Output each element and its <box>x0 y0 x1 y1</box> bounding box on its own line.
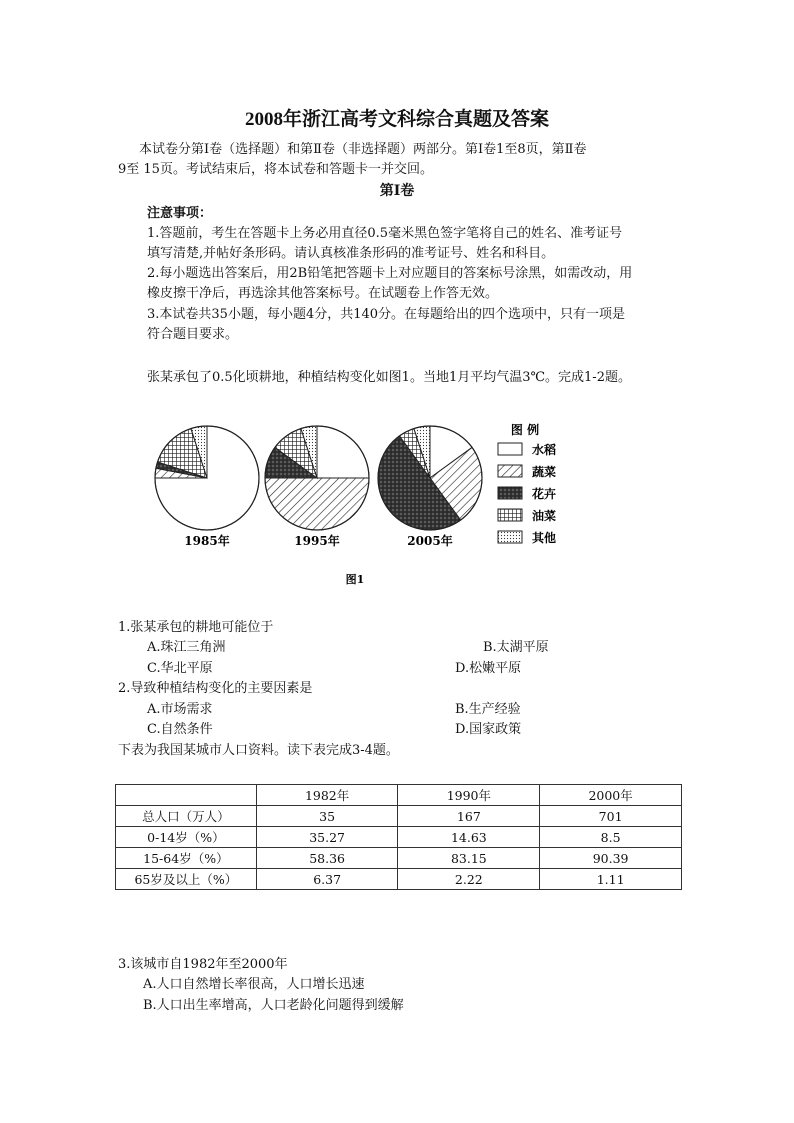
question-2-option-d[interactable]: D.国家政策 <box>455 722 522 737</box>
legend-title: 图 例 <box>510 423 540 437</box>
pie-year-label: 1985年 <box>184 534 230 548</box>
table-cell: 0-14岁（%） <box>116 827 257 848</box>
notes-heading: 注意事项： <box>147 206 213 221</box>
question-1-stem: 1.张某承包的耕地可能位于 <box>118 620 274 635</box>
legend-label: 油菜 <box>532 509 557 523</box>
question-3-option-b[interactable]: B.人口出生率增高，人口老龄化问题得到缓解 <box>143 998 404 1013</box>
note-line: 3.本试卷共35小题，每小题4分，共140分。在每题给出的四个选项中，只有一项是 <box>147 307 626 322</box>
legend-swatch-其他 <box>498 531 522 543</box>
question-stem-1-2: 张某承包了0.5化顷耕地，种植结构变化如图1。当地1月平均气温3℃。完成1-2题。 <box>147 370 631 385</box>
pie-year-label: 1995年 <box>294 534 340 548</box>
table-header-cell: 1982年 <box>256 785 398 806</box>
note-line: 1.答题前，考生在答题卡上务必用直径0.5毫米黑色签字笔将自己的姓名、准考证号 <box>147 226 623 241</box>
note-line: 符合题目要求。 <box>147 327 239 342</box>
table-row <box>116 869 682 890</box>
question-2-option-a[interactable]: A.市场需求 <box>147 702 213 717</box>
question-stem-3-4: 下表为我国某城市人口资料。读下表完成3-4题。 <box>118 743 399 758</box>
table-row <box>116 848 682 869</box>
table-cell: 701 <box>540 806 682 827</box>
table-header-cell <box>116 785 257 806</box>
pie-slice-蔬菜 <box>265 478 369 530</box>
table-row <box>116 827 682 848</box>
legend-label: 蔬菜 <box>532 465 557 479</box>
table-header-cell: 2000年 <box>540 785 682 806</box>
page-title: 2008年浙江高考文科综合真题及答案 <box>244 109 549 130</box>
table-cell: 总人口（万人） <box>116 806 257 827</box>
table-header-row <box>116 785 682 806</box>
table-cell: 167 <box>398 806 540 827</box>
intro-line-1: 本试卷分第Ⅰ卷（选择题）和第Ⅱ卷（非选择题）两部分。第Ⅰ卷1至8页，第Ⅱ卷 <box>139 142 587 157</box>
table-cell: 83.15 <box>398 848 540 869</box>
table-cell: 6.37 <box>256 869 398 890</box>
table-cell: 14.63 <box>398 827 540 848</box>
table-cell: 1.11 <box>540 869 682 890</box>
table-cell: 8.5 <box>540 827 682 848</box>
pie-slice-水稻 <box>317 426 369 478</box>
question-2-option-b[interactable]: B.生产经验 <box>455 702 521 717</box>
legend-swatch-水稻 <box>498 443 522 455</box>
population-table <box>115 784 682 890</box>
figure-caption: 图1 <box>345 573 365 586</box>
question-1-option-c[interactable]: C.华北平原 <box>147 661 213 676</box>
note-line: 橡皮擦干净后，再选涂其他答案标号。在试题卷上作答无效。 <box>147 286 499 301</box>
legend-swatch-蔬菜 <box>498 465 522 477</box>
table-header-cell: 1990年 <box>398 785 540 806</box>
note-line: 2.每小题选出答案后，用2B铅笔把答题卡上对应题目的答案标号涂黑，如需改动，用 <box>147 266 633 281</box>
question-1-option-d[interactable]: D.松嫩平原 <box>455 661 522 676</box>
table-cell: 58.36 <box>256 848 398 869</box>
legend-label: 水稻 <box>532 443 557 457</box>
table-cell: 35.27 <box>256 827 398 848</box>
legend-label: 花卉 <box>532 487 557 501</box>
pie-year-label: 2005年 <box>407 534 453 548</box>
question-2-option-c[interactable]: C.自然条件 <box>147 722 213 737</box>
intro-line-2: 9至 15页。考试结束后，将本试卷和答题卡一并交回。 <box>118 162 433 177</box>
figure-1-pie-charts <box>140 405 580 595</box>
note-line: 填写清楚,并帖好条形码。请认真核准条形码的准考证号、姓名和科目。 <box>147 246 555 261</box>
table-cell: 2.22 <box>398 869 540 890</box>
question-3-stem: 3.该城市自1982年至2000年 <box>118 957 288 972</box>
table-cell: 90.39 <box>540 848 682 869</box>
question-3-option-a[interactable]: A.人口自然增长率很高，人口增长迅速 <box>143 977 365 992</box>
question-1-option-b[interactable]: B.太湖平原 <box>483 640 549 655</box>
table-row <box>116 806 682 827</box>
question-2-stem: 2.导致种植结构变化的主要因素是 <box>118 681 313 696</box>
section-title: 第Ⅰ卷 <box>379 183 415 199</box>
table-cell: 15-64岁（%） <box>116 848 257 869</box>
table-cell: 65岁及以上（%） <box>116 869 257 890</box>
legend-label: 其他 <box>532 531 557 545</box>
question-1-option-a[interactable]: A.珠江三角洲 <box>147 640 226 655</box>
legend-swatch-花卉 <box>498 487 522 499</box>
legend-swatch-油菜 <box>498 509 522 521</box>
table-cell: 35 <box>256 806 398 827</box>
